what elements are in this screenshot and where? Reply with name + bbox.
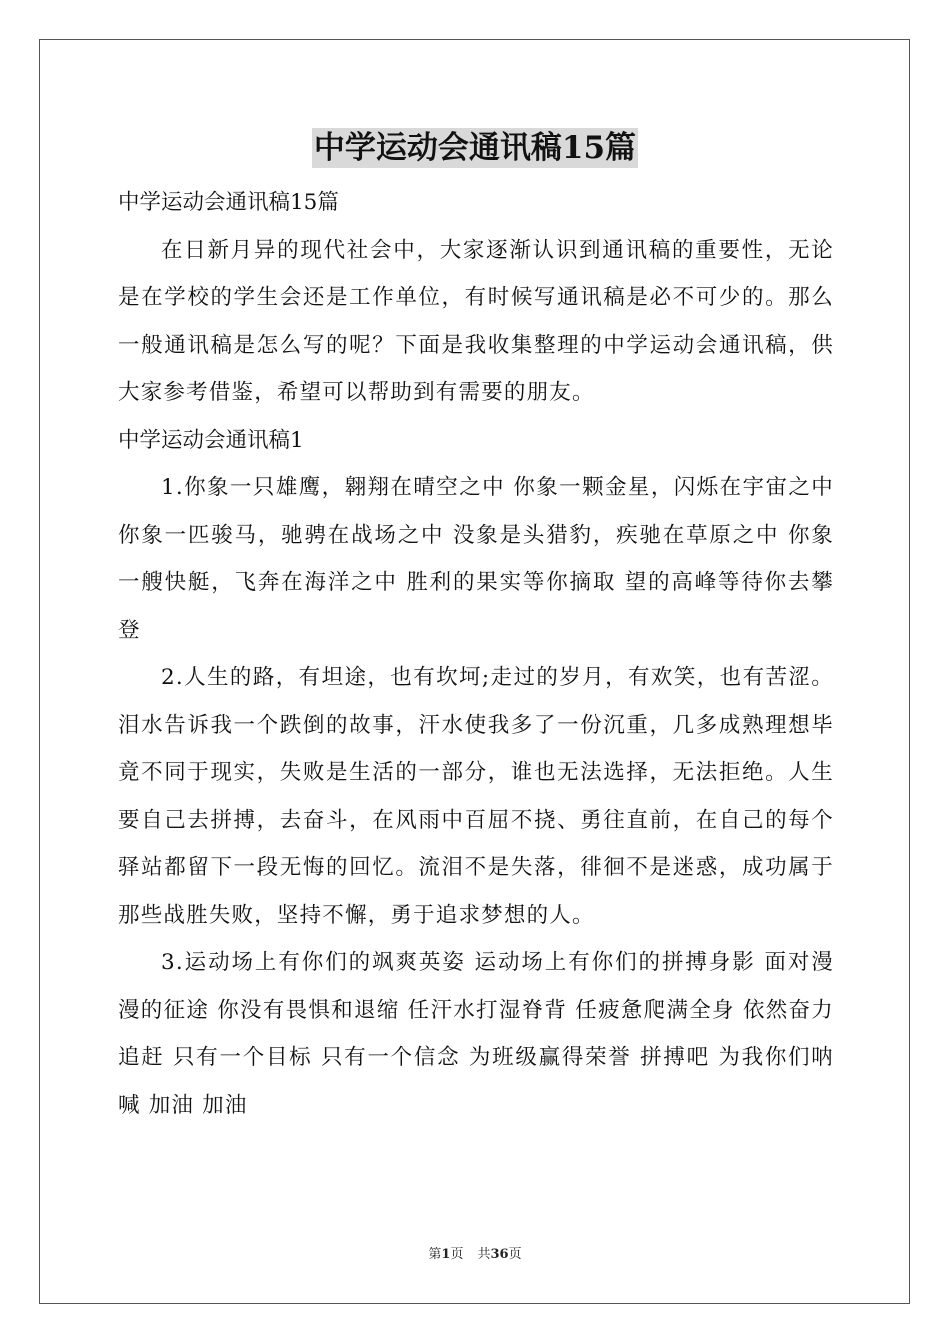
page-number: 1 <box>441 1247 451 1262</box>
intro-paragraph: 在日新月异的现代社会中，大家逐渐认识到通讯稿的重要性，无论是在学校的学生会还是工作单位，有时候写通讯稿是必不可少的。那么一般通讯稿是怎么写的呢？下面是我收集整理的中学运动会通讯稿，供大家参考借鉴，希望可以帮助到有需要的朋友。 <box>118 237 834 405</box>
paragraph-3: 3.运动场上有你们的飒爽英姿 运动场上有你们的拼搏身影 面对漫漫的征途 你没有畏惧和退缩 任汗水打湿脊背 任疲惫爬满全身 依然奋力追赶 只有一个目标 只有一个信念 为班级赢得荣誉 拼搏吧 为我你们呐喊 加油 加油 <box>118 950 834 1118</box>
document-body <box>118 179 834 1129</box>
page-prefix: 第 <box>428 1247 442 1262</box>
paragraph-2: 2.人生的路，有坦途，也有坎坷;走过的岁月，有欢笑，也有苦涩。泪水告诉我一个跌倒的故事，汗水使我多了一份沉重，几多成熟理想毕竟不同于现实，失败是生活的一部分，谁也无法选择，无法拒绝。人生要自己去拼搏，去奋斗，在风雨中百屈不挠、勇往直前，在自己的每个驿站都留下一段无悔的回忆。流泪不是失落，徘徊不是迷惑，成功属于那些战胜失败，坚持不懈，勇于追求梦想的人。 <box>118 665 834 928</box>
page-suffix: 页 <box>450 1247 464 1262</box>
document-title: 中学运动会通讯稿15篇 <box>313 130 637 166</box>
document-subtitle: 中学运动会通讯稿15篇 <box>118 190 339 215</box>
page-footer <box>0 1247 950 1263</box>
paragraph-1: 1.你象一只雄鹰，翱翔在晴空之中 你象一颗金星，闪烁在宇宙之中 你象一匹骏马，驰骋在战场之中 没象是头猎豹，疾驰在草原之中 你象一艘快艇，飞奔在海洋之中 胜利的果实等你摘取 望的高峰等待你去攀登 <box>118 475 834 643</box>
total-pages: 36 <box>490 1247 509 1262</box>
total-suffix: 页 <box>508 1247 522 1262</box>
total-prefix: 共 <box>477 1247 491 1262</box>
title-area <box>0 128 950 168</box>
section-heading: 中学运动会通讯稿1 <box>118 427 304 453</box>
